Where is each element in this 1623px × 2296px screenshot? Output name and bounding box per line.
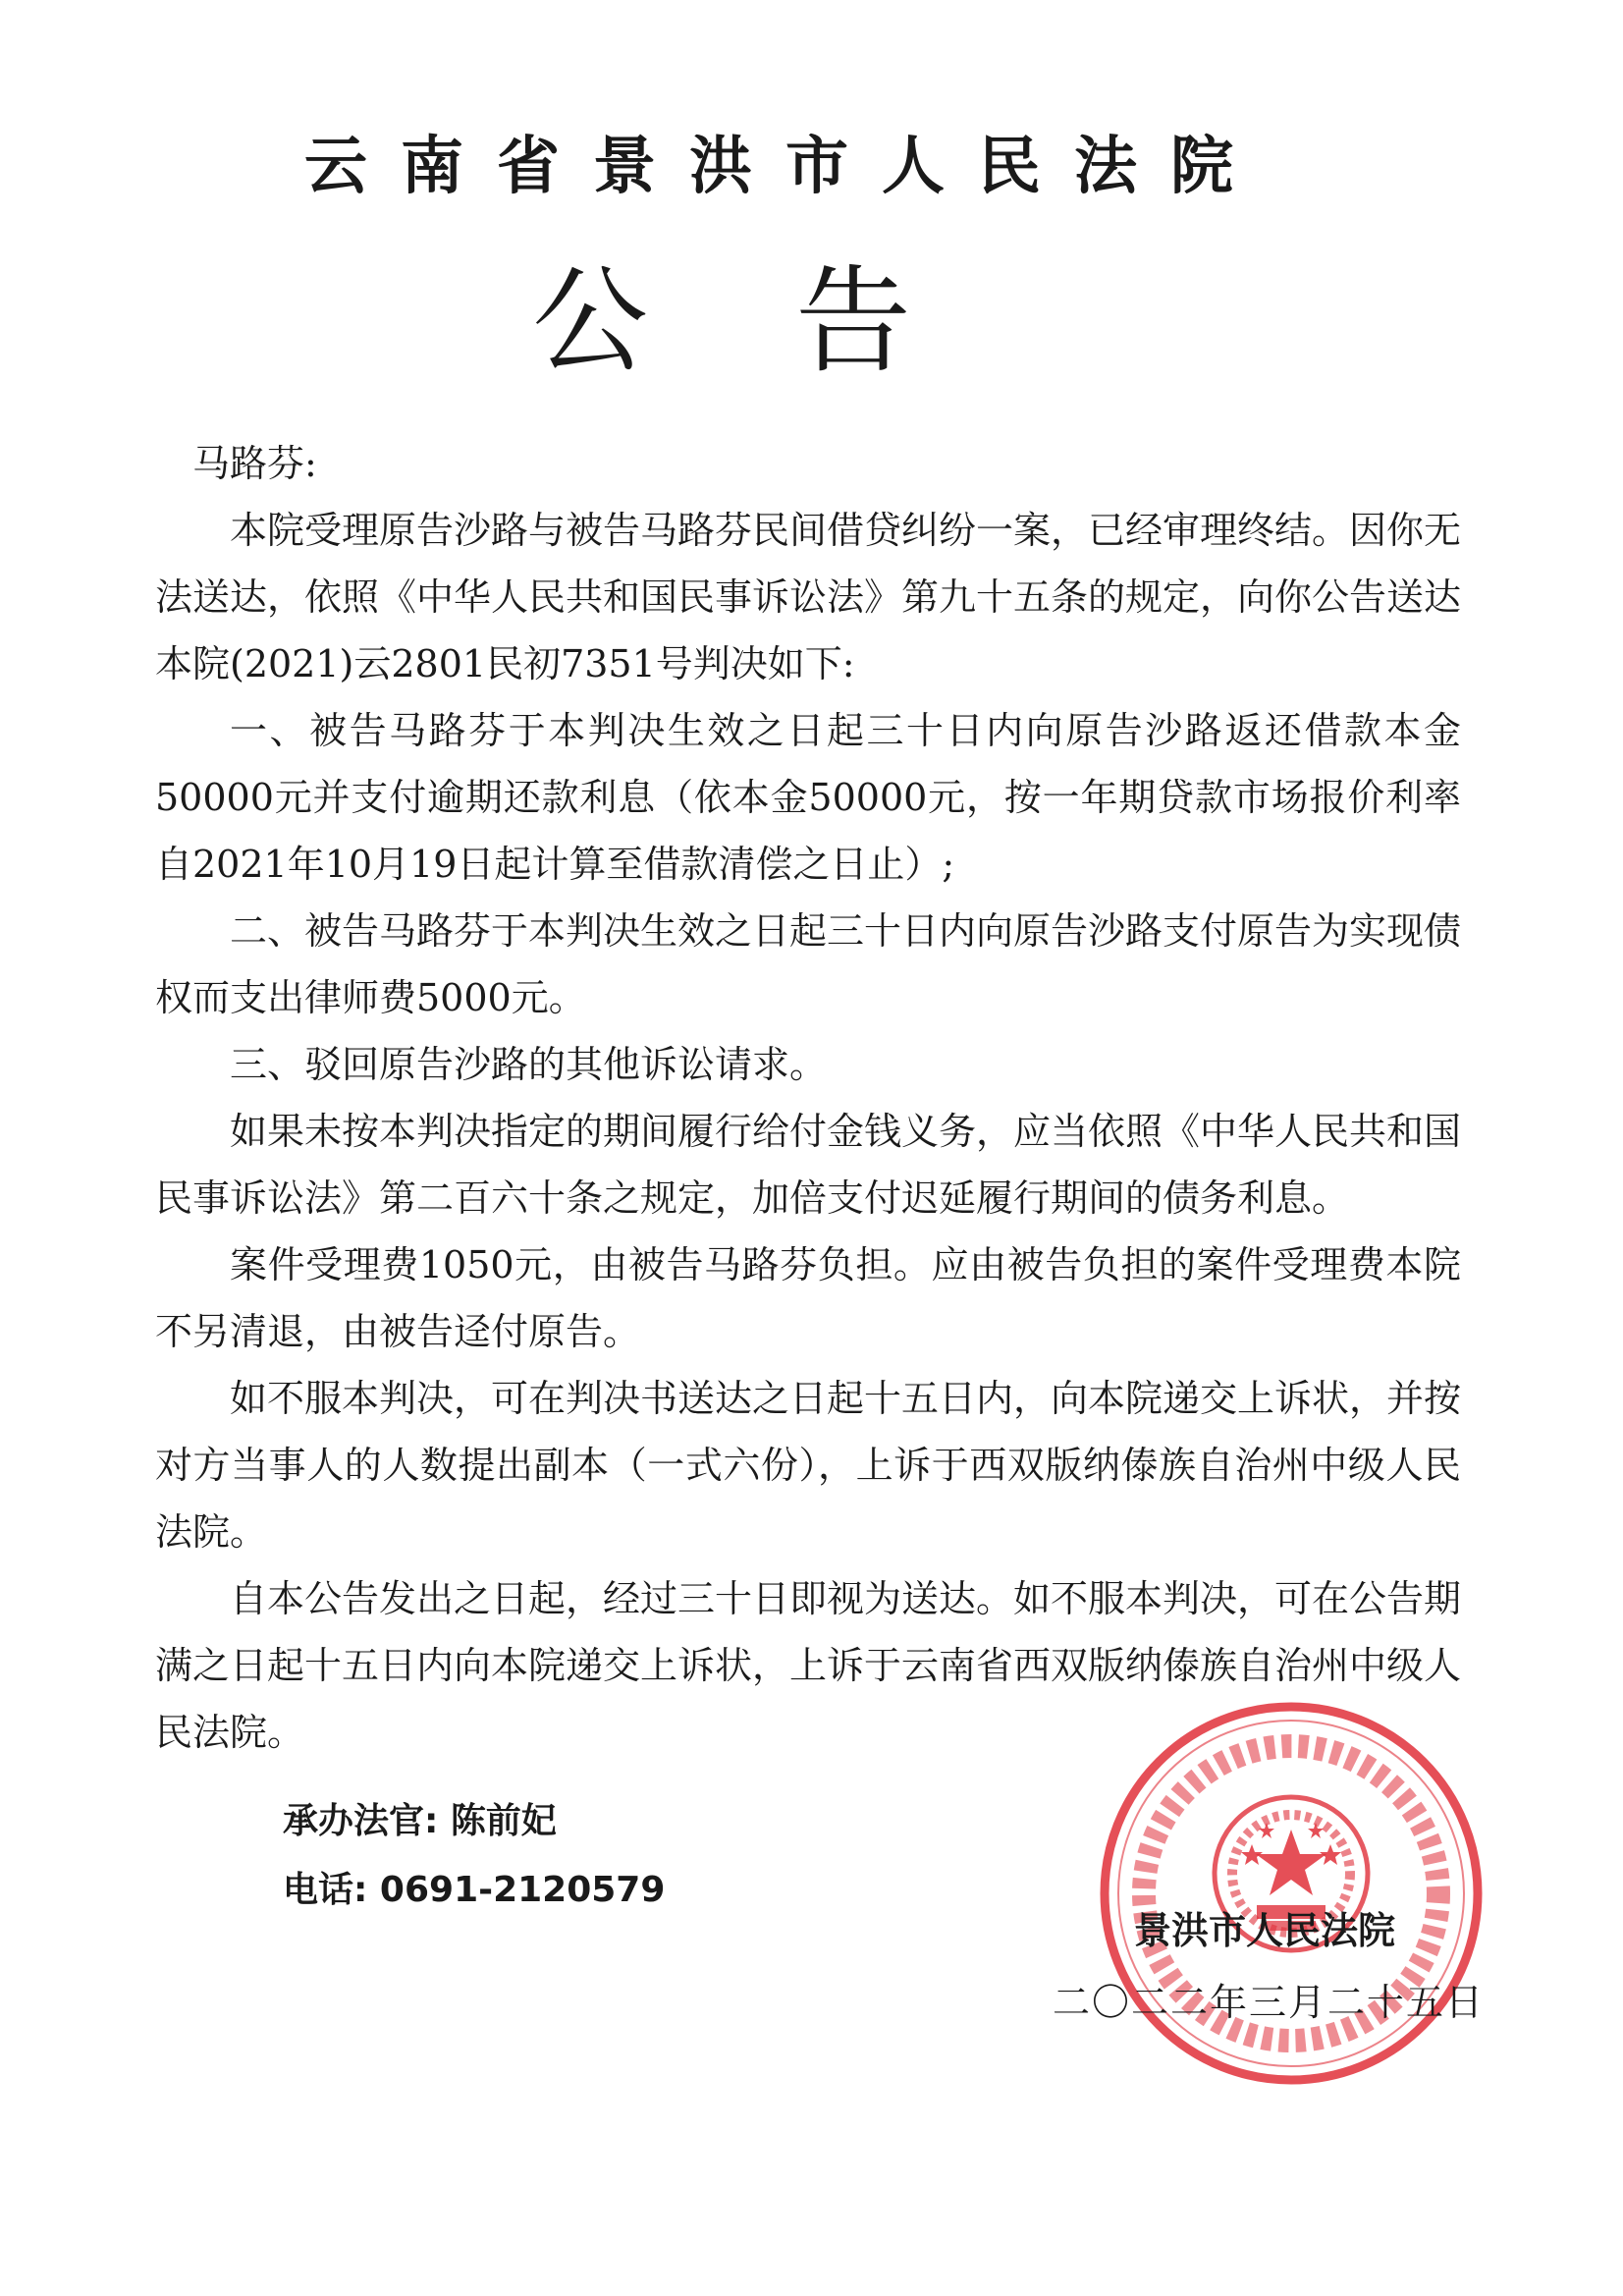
phone-line: 电话: 0691-2120579 xyxy=(283,1870,666,1910)
court-seal-icon xyxy=(1095,1697,1488,2090)
body-paragraph: 自本公告发出之日起，经过三十日即视为送达。如不服本判决，可在公告期满之日起十五日内向本院递交上诉状，上诉于云南省西双版纳傣族自治州中级人民法院。 xyxy=(155,1577,1462,1754)
body-paragraph: 如果未按本判决指定的期间履行给付金钱义务，应当依照《中华人民共和国民事诉讼法》第二百六十条之规定，加倍支付迟延履行期间的债务利息。 xyxy=(155,1110,1462,1220)
court-name-heading: 云南省景洪市人民法院 xyxy=(304,131,1267,203)
judgment-item-3: 三、驳回原告沙路的其他诉讼请求。 xyxy=(230,1043,828,1086)
issuer-name: 景洪市人民法院 xyxy=(1134,1909,1396,1952)
judge-line: 承办法官: 陈前妃 xyxy=(283,1801,557,1841)
body-paragraph: 案件受理费1050元，由被告马路芬负担。应由被告负担的案件受理费本院不另清退，由被告迳付原告。 xyxy=(155,1243,1461,1353)
salutation: 马路芬: xyxy=(192,442,317,485)
body-paragraph: 本院受理原告沙路与被告马路芬民间借贷纠纷一案，已经审理终结。因你无法送达，依照《中华人民共和国民事诉讼法》第九十五条的规定，向你公告送达本院(2021)云2801民初7351号判决如下: xyxy=(155,509,1462,685)
body-paragraph: 如不服本判决，可在判决书送达之日起十五日内，向本院递交上诉状，并按对方当事人的人数提出副本（一式六份），上诉于西双版纳傣族自治州中级人民法院。 xyxy=(155,1377,1462,1554)
notice-title: 公告 xyxy=(531,253,1058,389)
notice-body xyxy=(155,430,1461,1766)
judgment-item-1: 一、被告马路芬于本判决生效之日起三十日内向原告沙路返还借款本金50000元并支付逾期还款利息（依本金50000元，按一年期贷款市场报价利率自2021年10月19日起计算至借款清偿之日止）; xyxy=(155,709,1461,886)
issue-date: 二〇二二年三月二十五日 xyxy=(1053,1981,1486,2024)
contact-block xyxy=(283,1787,665,1925)
judgment-item-2: 二、被告马路芬于本判决生效之日起三十日内向原告沙路支付原告为实现债权而支出律师费5000元。 xyxy=(155,909,1462,1019)
